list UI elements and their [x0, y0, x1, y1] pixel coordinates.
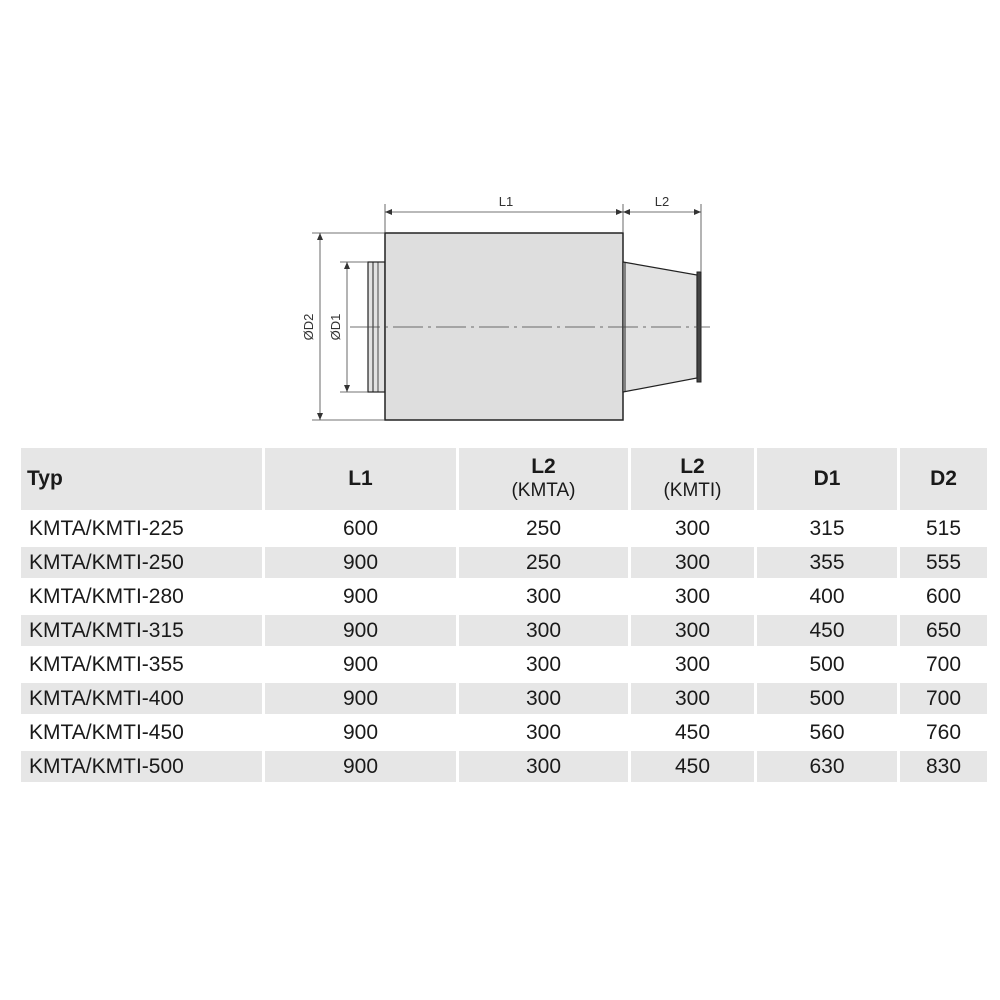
header-l1: L1 — [265, 448, 456, 510]
silencer-drawing — [0, 0, 1000, 440]
cell-d2: 650 — [900, 615, 987, 646]
cell-typ: KMTA/KMTI-315 — [21, 615, 262, 646]
header-l2-kmta — [459, 448, 628, 510]
cell-l2-kmti: 300 — [631, 683, 754, 714]
cell-l2-kmta: 300 — [459, 751, 628, 782]
cell-l2-kmta: 300 — [459, 615, 628, 646]
table-row — [21, 649, 987, 680]
header-l2-kmti-main: L2 — [680, 455, 705, 478]
cell-l1: 900 — [265, 615, 456, 646]
cell-l2-kmti: 300 — [674, 652, 711, 676]
table-header-row — [21, 448, 987, 510]
table-row — [21, 581, 987, 612]
cell-d1: 500 — [809, 652, 845, 676]
cell-l2-kmta: 300 — [525, 652, 562, 676]
cell-typ: KMTA/KMTI-225 — [29, 516, 184, 540]
cell-l1: 900 — [342, 584, 379, 608]
table-row — [21, 683, 987, 714]
header-l2-kmta-main: L2 — [531, 455, 556, 478]
table-row — [21, 717, 987, 748]
table-row — [21, 513, 987, 544]
cell-d1: 630 — [757, 751, 897, 782]
cell-d1: 450 — [757, 615, 897, 646]
cell-l2-kmti: 300 — [631, 547, 754, 578]
cell-typ: KMTA/KMTI-280 — [29, 584, 184, 608]
cell-l1: 900 — [265, 683, 456, 714]
cell-l1: 900 — [265, 751, 456, 782]
header-typ: Typ — [21, 448, 262, 510]
cell-typ: KMTA/KMTI-250 — [21, 547, 262, 578]
cell-d1: 315 — [809, 516, 845, 540]
d1-dimension-label: ØD1 — [328, 313, 343, 341]
cell-d2: 760 — [925, 720, 962, 744]
cell-l1: 600 — [342, 516, 379, 540]
cell-l2-kmti: 300 — [674, 516, 711, 540]
cell-l2-kmta: 300 — [525, 720, 562, 744]
header-l2-kmti-sub: (KMTI) — [663, 480, 722, 501]
cell-l2-kmta: 300 — [459, 683, 628, 714]
header-l2-kmta-sub: (KMTA) — [511, 480, 576, 501]
dimensions-table — [18, 445, 990, 785]
header-d2: D2 — [900, 448, 987, 510]
cell-l2-kmta: 250 — [459, 547, 628, 578]
cell-l2-kmta: 250 — [525, 516, 562, 540]
cell-l1: 900 — [342, 720, 379, 744]
l1-dimension-label: L1 — [498, 194, 514, 209]
cell-l2-kmta: 300 — [525, 584, 562, 608]
table-row — [21, 751, 987, 782]
cell-d2: 515 — [925, 516, 962, 540]
cell-d2: 700 — [925, 652, 962, 676]
cell-l2-kmti: 450 — [674, 720, 711, 744]
cell-typ: KMTA/KMTI-450 — [29, 720, 184, 744]
cell-d2: 700 — [900, 683, 987, 714]
cell-d1: 355 — [757, 547, 897, 578]
cell-typ: KMTA/KMTI-355 — [29, 652, 184, 676]
cell-l2-kmti: 300 — [631, 615, 754, 646]
cell-d1: 500 — [757, 683, 897, 714]
cell-d2: 830 — [900, 751, 987, 782]
cell-l1: 900 — [342, 652, 379, 676]
cell-d1: 560 — [809, 720, 845, 744]
cell-typ: KMTA/KMTI-400 — [21, 683, 262, 714]
cell-d2: 600 — [925, 584, 962, 608]
cell-d1: 400 — [809, 584, 845, 608]
header-l2-kmti — [631, 448, 754, 510]
table-row — [21, 615, 987, 646]
cell-l2-kmti: 300 — [674, 584, 711, 608]
table-row — [21, 547, 987, 578]
cell-d2: 555 — [900, 547, 987, 578]
l2-dimension-label: L2 — [654, 194, 670, 209]
header-d1: D1 — [757, 448, 897, 510]
d2-dimension-label: ØD2 — [301, 313, 316, 341]
cell-l1: 900 — [265, 547, 456, 578]
cell-typ: KMTA/KMTI-500 — [21, 751, 262, 782]
cell-l2-kmti: 450 — [631, 751, 754, 782]
silencer-body — [385, 233, 623, 420]
